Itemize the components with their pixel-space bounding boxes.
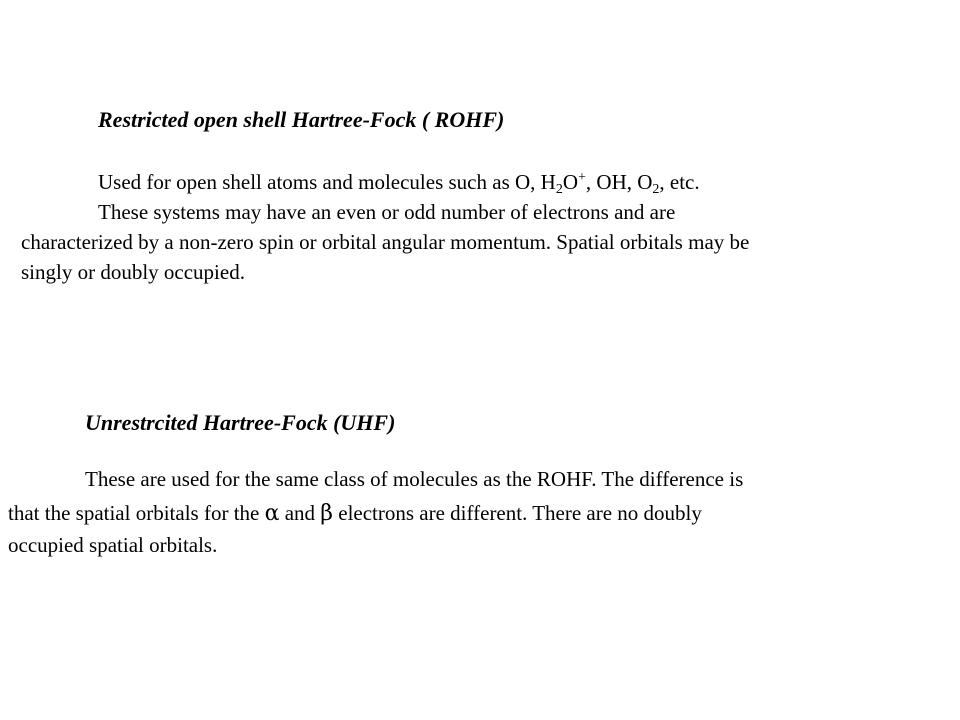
- rohf-line-1-suffix: , etc.: [659, 170, 700, 194]
- uhf-line-2-mid: and: [279, 501, 321, 525]
- rohf-line-4: singly or doubly occupied.: [21, 260, 245, 284]
- rohf-line-2: These systems may have an even or odd number of electrons and are: [98, 200, 676, 224]
- uhf-line-2-prefix: that the spatial orbitals for the: [8, 501, 265, 525]
- alpha-symbol: α: [264, 501, 280, 526]
- h2o-superscript: +: [578, 170, 586, 185]
- uhf-line-1: These are used for the same class of molecules as the ROHF. The difference is: [85, 467, 744, 491]
- rohf-line-1-mid1: O: [562, 170, 578, 194]
- uhf-line-2-suffix: electrons are different. There are no doubly: [333, 501, 702, 525]
- o2-subscript: 2: [652, 182, 660, 197]
- rohf-line-3: characterized by a non-zero spin or orbital angular momentum. Spatial orbitals may be: [21, 230, 750, 254]
- rohf-line-1-prefix: Used for open shell atoms and molecules such as O, H: [98, 170, 556, 194]
- beta-symbol: β: [320, 501, 333, 526]
- rohf-line-1: [98, 170, 700, 197]
- rohf-heading: Restricted open shell Hartree-Fock ( ROHF): [98, 107, 505, 132]
- uhf-line-3: occupied spatial orbitals.: [8, 533, 218, 557]
- rohf-line-1-mid2: , OH, O: [585, 170, 653, 194]
- uhf-line-2: [8, 503, 702, 525]
- h2o-subscript: 2: [555, 182, 563, 197]
- uhf-heading: Unrestrcited Hartree-Fock (UHF): [85, 410, 396, 435]
